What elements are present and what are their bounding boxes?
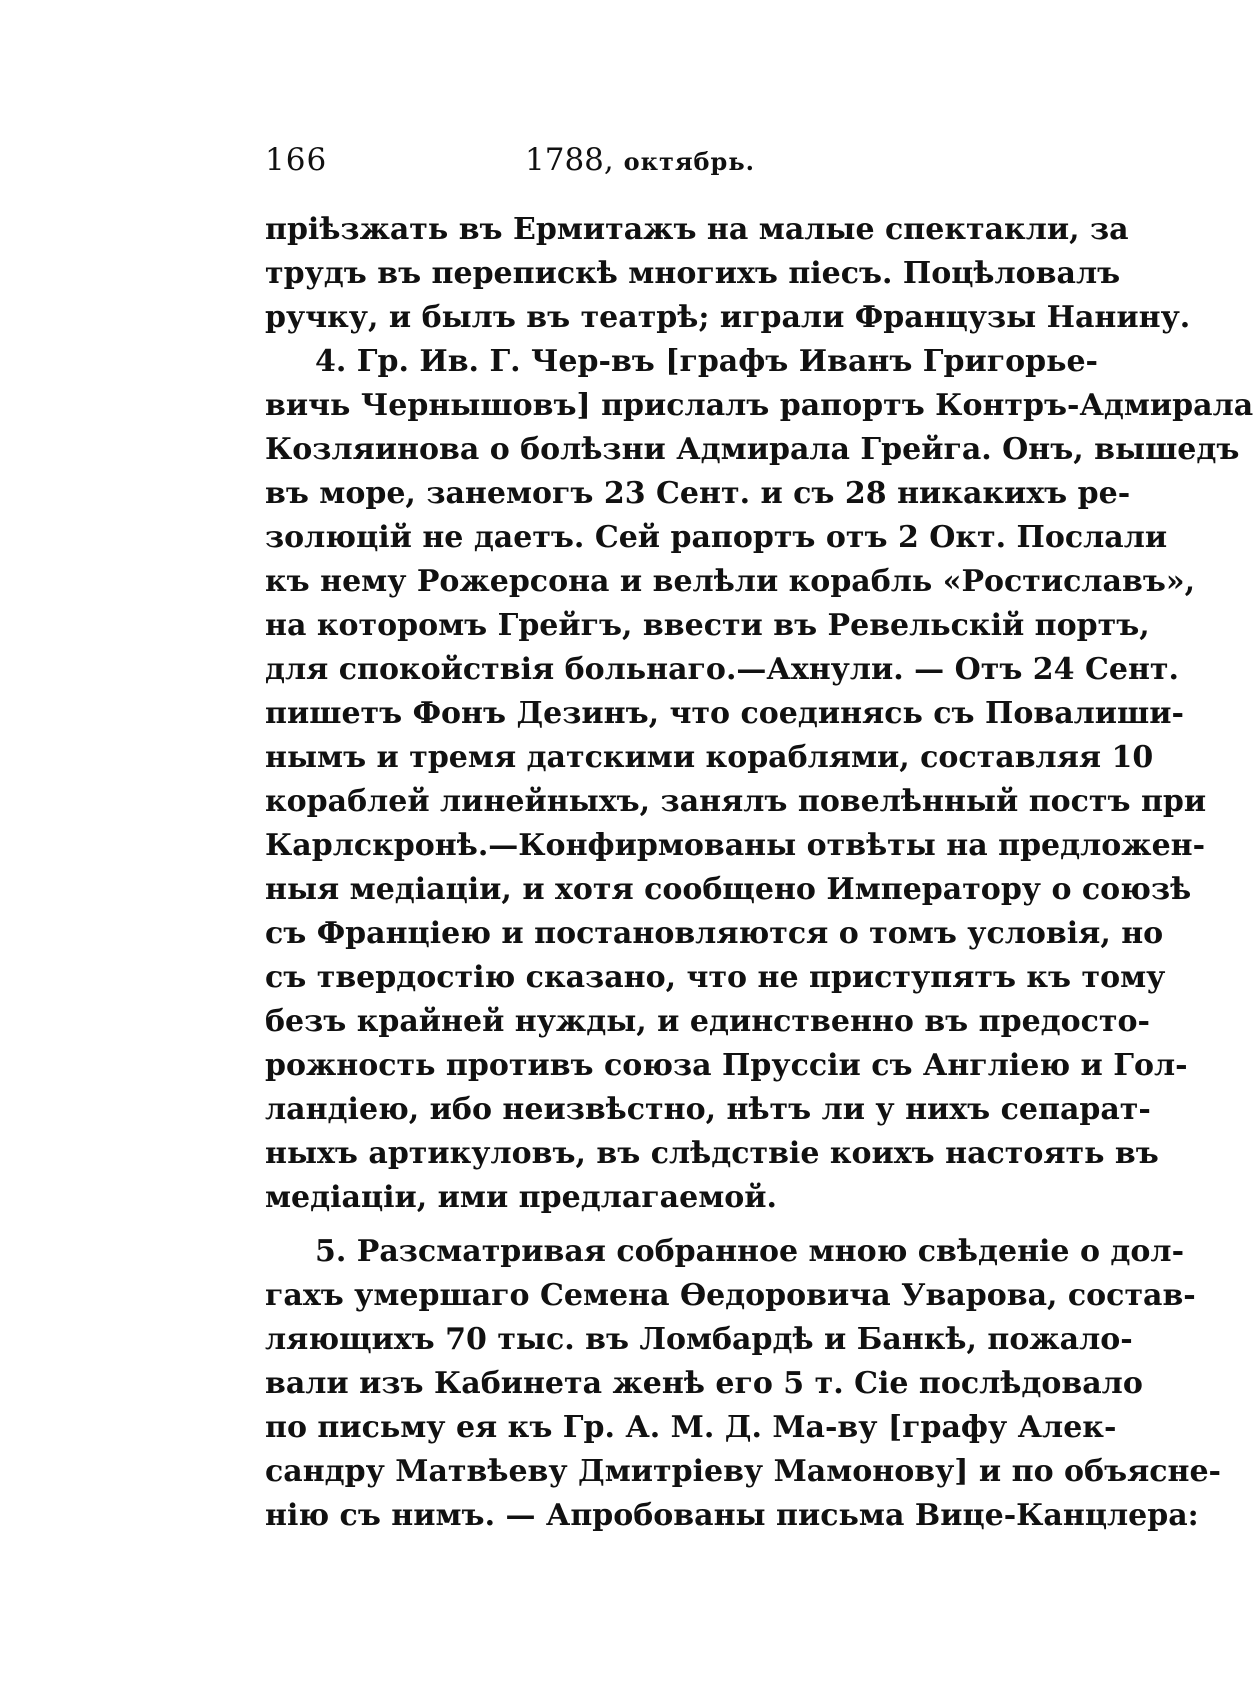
running-head [525,140,755,182]
text-line: пріѣзжать въ Ермитажъ на малые спектакли, за [265,212,1129,247]
text-line: пишетъ Фонъ Дезинъ, что соединясь съ Повалиши- [265,696,1184,731]
text-line-first [265,340,1099,384]
text-line: вичь Чернышовъ] прислалъ рапортъ Контръ-Адмирала [265,388,1253,423]
text-line: Козляинова о болѣзни Адмирала Грейга. Онъ, вышедъ [265,432,1240,467]
paragraph-entry-4 [265,340,1253,1220]
text-line: медіаціи, ими предлагаемой. [265,1180,777,1215]
text-line: нымъ и тремя датскими кораблями, составляя 10 [265,740,1154,775]
entry-number: 4. [315,344,347,379]
text-line: къ нему Рожерсона и велѣли корабль «Ростиславъ», [265,564,1196,599]
text-line: трудъ въ перепискѣ многихъ піесъ. Поцѣловалъ [265,256,1121,291]
text-line: рожность противъ союза Пруссіи съ Англіею и Гол- [265,1048,1188,1083]
text-line: въ море, занемогъ 23 Сент. и съ 28 никакихъ ре- [265,476,1131,511]
page-header [265,140,995,180]
running-head-year: 1788, [525,142,614,178]
paragraph-gap [265,1220,995,1230]
body-text [265,208,1253,1538]
text-line: ляющихъ 70 тыс. въ Ломбардѣ и Банкѣ, пожало- [265,1322,1133,1357]
text-line: кораблей линейныхъ, занялъ повелѣнный постъ при [265,784,1207,819]
text-line: вали изъ Кабинета женѣ его 5 т. Сіе послѣдовало [265,1366,1143,1401]
text-line-body: Гр. Ив. Г. Чер-въ [графъ Иванъ Григорье- [356,344,1099,379]
text-line-body: Разсматривая собранное мною свѣденіе о дол- [356,1234,1185,1269]
paragraph-1 [265,208,1191,340]
text-line: ландіею, ибо неизвѣстно, нѣтъ ли у нихъ сепарат- [265,1092,1151,1127]
paragraph-entry-5 [265,1230,1222,1538]
text-line: ручку, и былъ въ театрѣ; играли Французы Нанину. [265,300,1191,335]
text-line: золюцій не даетъ. Сей рапортъ отъ 2 Окт. Послали [265,520,1168,555]
page-number: 166 [265,142,328,178]
text-line: для спокойствія больнаго.—Ахнули. — Отъ 24 Сент. [265,652,1179,687]
text-line: ныя медіаціи, и хотя сообщено Императору о союзѣ [265,872,1192,907]
text-line: по письму ея къ Гр. А. М. Д. Ма-ву [графу Алек- [265,1410,1117,1445]
text-line: ныхъ артикуловъ, въ слѣдствіе коихъ настоять въ [265,1136,1159,1171]
text-line: безъ крайней нужды, и единственно въ предосто- [265,1004,1150,1039]
entry-number: 5. [315,1234,347,1269]
text-line: сандру Матвѣеву Дмитріеву Мамонову] и по объясне- [265,1454,1222,1489]
text-line: съ твердостію сказано, что не приступятъ къ тому [265,960,1166,995]
text-line: Карлскронѣ.—Конфирмованы отвѣты на предложен- [265,828,1206,863]
text-line: съ Франціею и постановляются о томъ условія, но [265,916,1164,951]
text-line: гахъ умершаго Семена Өедоровича Уварова, состав- [265,1278,1196,1313]
text-line-first [265,1230,1185,1274]
text-line: на которомъ Грейгъ, ввести въ Ревельскій портъ, [265,608,1150,643]
text-line: нію съ нимъ. — Апробованы письма Вице-Канцлера: [265,1498,1199,1533]
running-head-month: октябрь. [623,147,755,176]
